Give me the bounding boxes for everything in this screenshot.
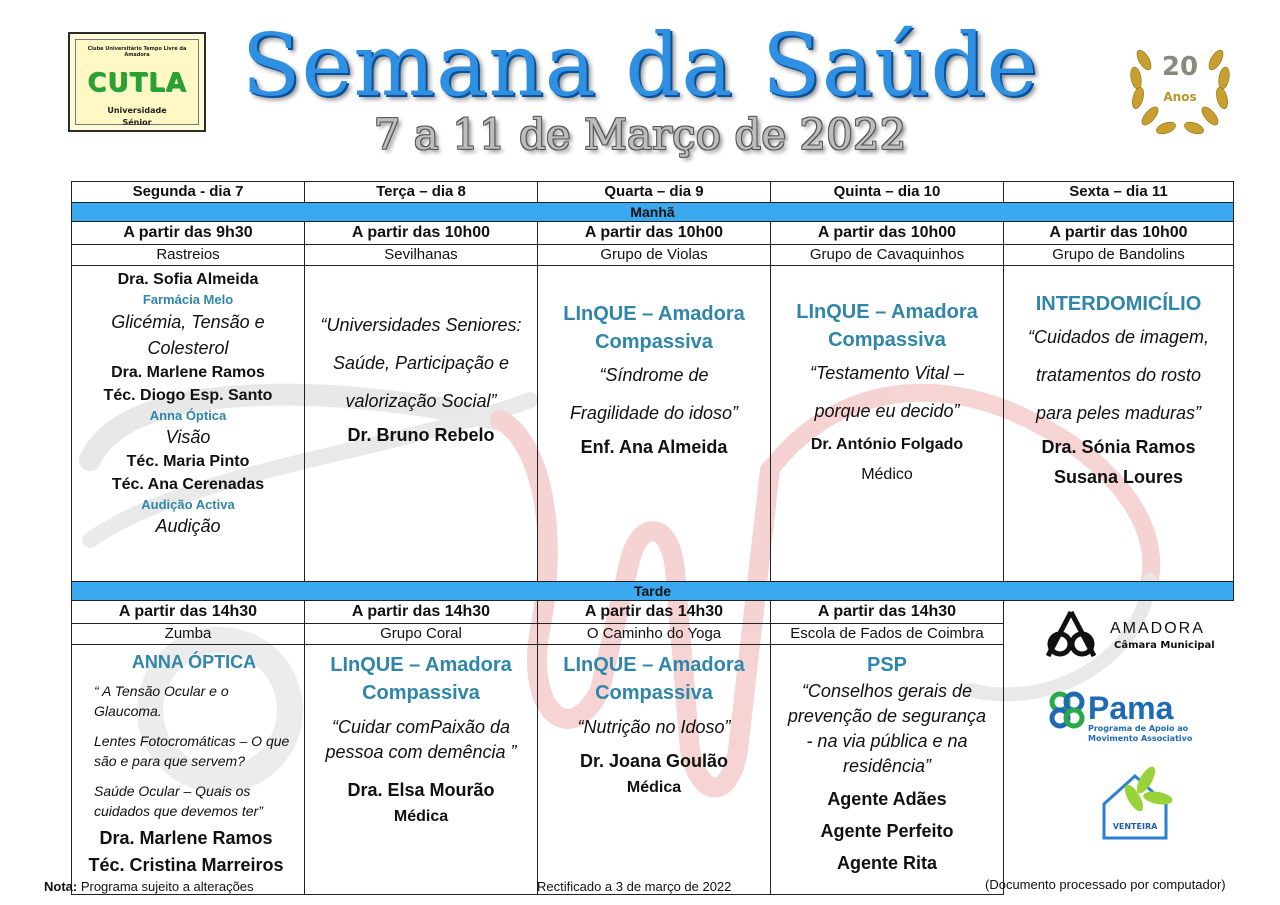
pama-sub: [1088, 724, 1192, 744]
talk-title: “Nutrição no Idoso”: [577, 717, 731, 737]
talk-title: “Cuidar comPaixão da: [331, 717, 511, 737]
pama-sub-line2: Movimento Associativo: [1088, 734, 1193, 743]
talk-title: tratamentos do rosto: [1035, 365, 1202, 385]
time-cell: A partir das 9h30: [72, 222, 305, 245]
day-header: Sexta – dia 11: [1004, 182, 1234, 203]
day-header: Quinta – dia 10: [771, 182, 1004, 203]
afternoon-band: [72, 582, 1234, 601]
footer-rectified: Rectificado a 3 de março de 2022: [537, 879, 732, 894]
note-label: Nota:: [44, 879, 78, 894]
day-header-row: [72, 182, 1234, 203]
activity-cell: Rastreios: [72, 245, 305, 266]
speaker-name: Dr. Joana Goulão: [579, 751, 729, 771]
schedule-table: [71, 181, 1234, 895]
note-text: Programa sujeito a alterações: [77, 879, 254, 894]
talk-title: para peles maduras”: [1035, 403, 1202, 423]
topic: Colesterol: [147, 338, 229, 358]
anniversary-badge: [1122, 30, 1238, 142]
session-friday-morning: [1004, 266, 1234, 582]
pama-emblem-icon: [1048, 690, 1086, 730]
organization: Compassiva: [595, 682, 713, 704]
day-header: Terça – dia 8: [305, 182, 538, 203]
organization: Compassiva: [828, 329, 946, 351]
speaker-role: Médica: [393, 808, 449, 825]
day-header: Segunda - dia 7: [72, 182, 305, 203]
badge-label: Anos: [1163, 90, 1197, 104]
talk-title: - na via pública e na: [806, 731, 968, 751]
footer-processed: (Documento processado por computador): [985, 877, 1226, 892]
amadora-emblem-icon: [1040, 608, 1102, 662]
organization: LInQUE – Amadora: [796, 301, 978, 323]
footer-note: [44, 878, 254, 896]
afternoon-label: Tarde: [72, 582, 1234, 601]
organization: INTERDOMICÍLIO: [1035, 293, 1202, 315]
morning-band: [72, 203, 1234, 222]
talk-title: “Conselhos gerais de: [801, 681, 973, 701]
speaker-name: Téc. Diogo Esp. Santo: [103, 387, 273, 404]
amadora-sub: Câmara Municipal: [1114, 640, 1215, 651]
talk-title: Saúde Ocular – Quais os cuidados que devemos ter”: [94, 783, 263, 819]
speaker-name: Dr. Bruno Rebelo: [347, 425, 495, 445]
speaker-role: Médica: [626, 779, 682, 796]
logo-line2: Sénior: [122, 118, 152, 127]
talk-title: “Universidades Seniores:: [320, 315, 522, 335]
organization: LInQUE – Amadora: [563, 303, 745, 325]
logo-line1: Universidade: [107, 106, 167, 115]
speaker-name: Téc. Cristina Marreiros: [88, 855, 284, 875]
windmill-house-icon: [1098, 764, 1172, 844]
talk-title: “Testamento Vital –: [809, 363, 965, 383]
organization: Farmácia Melo: [142, 292, 234, 307]
talk-title: residência”: [842, 756, 932, 776]
pama-name: Pama: [1088, 690, 1174, 726]
talk-title: porque eu decido”: [814, 401, 960, 421]
speaker-name: Agente Adães: [827, 789, 947, 809]
organization: Compassiva: [362, 682, 480, 704]
talk-title: Fragilidade do idoso”: [569, 403, 739, 423]
speaker-name: Susana Loures: [1053, 467, 1184, 487]
day-header: Quarta – dia 9: [538, 182, 771, 203]
session-wednesday-afternoon: [538, 645, 771, 895]
time-cell: A partir das 14h30: [771, 601, 1004, 624]
morning-time-row: [72, 222, 1234, 245]
organization: PSP: [866, 654, 908, 676]
morning-session-row: [72, 266, 1234, 582]
topic: Visão: [165, 427, 211, 447]
session-thursday-afternoon: [771, 645, 1004, 895]
time-cell: A partir das 10h00: [771, 222, 1004, 245]
talk-title: valorização Social”: [345, 391, 497, 411]
speaker-name: Dra. Sofia Almeida: [117, 271, 259, 288]
organization: Compassiva: [595, 331, 713, 353]
time-cell: A partir das 14h30: [538, 601, 771, 624]
session-tuesday-afternoon: [305, 645, 538, 895]
speaker-name: Dra. Marlene Ramos: [111, 364, 265, 381]
time-cell: A partir das 14h30: [305, 601, 538, 624]
badge-number: 20: [1161, 52, 1199, 82]
speaker-name: Dr. António Folgado: [810, 436, 964, 453]
amadora-logo: [1040, 608, 1218, 662]
speaker-role: Médico: [861, 466, 913, 483]
logo-ring-text: Clube Universitário Tempo Livre da Amadora: [87, 46, 187, 58]
activity-cell: Grupo de Bandolins: [1004, 245, 1234, 266]
session-monday-afternoon: [72, 645, 305, 895]
topic: Glicémia, Tensão e: [111, 312, 265, 332]
organization: LInQUE – Amadora: [330, 654, 512, 676]
pama-sub-line1: Programa de Apoio ao: [1088, 724, 1189, 733]
organization: Audição Activa: [141, 497, 235, 512]
activity-cell: Sevilhanas: [305, 245, 538, 266]
talk-title: Lentes Fotocromáticas – O que são e para que servem?: [94, 733, 290, 769]
speaker-name: Dra. Sónia Ramos: [1041, 437, 1196, 457]
venteira-logo: [1098, 764, 1172, 844]
pama-logo: [1048, 690, 1212, 746]
talk-title: pessoa com demência ”: [325, 742, 517, 762]
amadora-name: AMADORA: [1110, 620, 1205, 637]
time-cell: A partir das 10h00: [305, 222, 538, 245]
talk-title: “ A Tensão Ocular e o Glaucoma.: [94, 683, 229, 719]
organization: ANNA ÓPTICA: [131, 652, 257, 672]
laurel-wreath-icon: [1122, 30, 1238, 142]
speaker-name: Dra. Elsa Mourão: [347, 780, 495, 800]
time-cell: A partir das 10h00: [538, 222, 771, 245]
talk-title: Saúde, Participação e: [332, 353, 510, 373]
talk-title: prevenção de segurança: [787, 706, 987, 726]
speaker-name: Agente Rita: [836, 853, 937, 873]
talk-title: “Síndrome de: [599, 365, 709, 385]
organization: Anna Óptica: [149, 408, 227, 423]
organization: LInQUE – Amadora: [563, 654, 745, 676]
morning-label: Manhã: [72, 203, 1234, 222]
activity-cell: Grupo de Violas: [538, 245, 771, 266]
session-monday-morning: [72, 266, 305, 582]
speaker-name: Dra. Marlene Ramos: [99, 828, 273, 848]
logo-brand: CUTLA: [87, 68, 187, 98]
talk-title: “Cuidados de imagem,: [1027, 327, 1210, 347]
time-cell: A partir das 10h00: [1004, 222, 1234, 245]
session-thursday-morning: [771, 266, 1004, 582]
page-subtitle: 7 a 11 de Março de 2022: [373, 110, 907, 159]
page-title: Semana da Saúde: [241, 16, 1039, 116]
venteira-name: VENTEIRA: [1112, 822, 1158, 831]
speaker-name: Enf. Ana Almeida: [580, 437, 728, 457]
activity-cell: Escola de Fados de Coimbra: [771, 624, 1004, 645]
activity-cell: Grupo Coral: [305, 624, 538, 645]
activity-cell: O Caminho do Yoga: [538, 624, 771, 645]
speaker-name: Agente Perfeito: [820, 821, 954, 841]
activity-cell: Grupo de Cavaquinhos: [771, 245, 1004, 266]
session-tuesday-morning: [305, 266, 538, 582]
speaker-name: Téc. Ana Cerenadas: [111, 476, 265, 493]
activity-cell: Zumba: [72, 624, 305, 645]
speaker-name: Téc. Maria Pinto: [126, 453, 250, 470]
time-cell: A partir das 14h30: [72, 601, 305, 624]
session-wednesday-morning: [538, 266, 771, 582]
morning-activity-row: [72, 245, 1234, 266]
topic: Audição: [155, 516, 221, 536]
